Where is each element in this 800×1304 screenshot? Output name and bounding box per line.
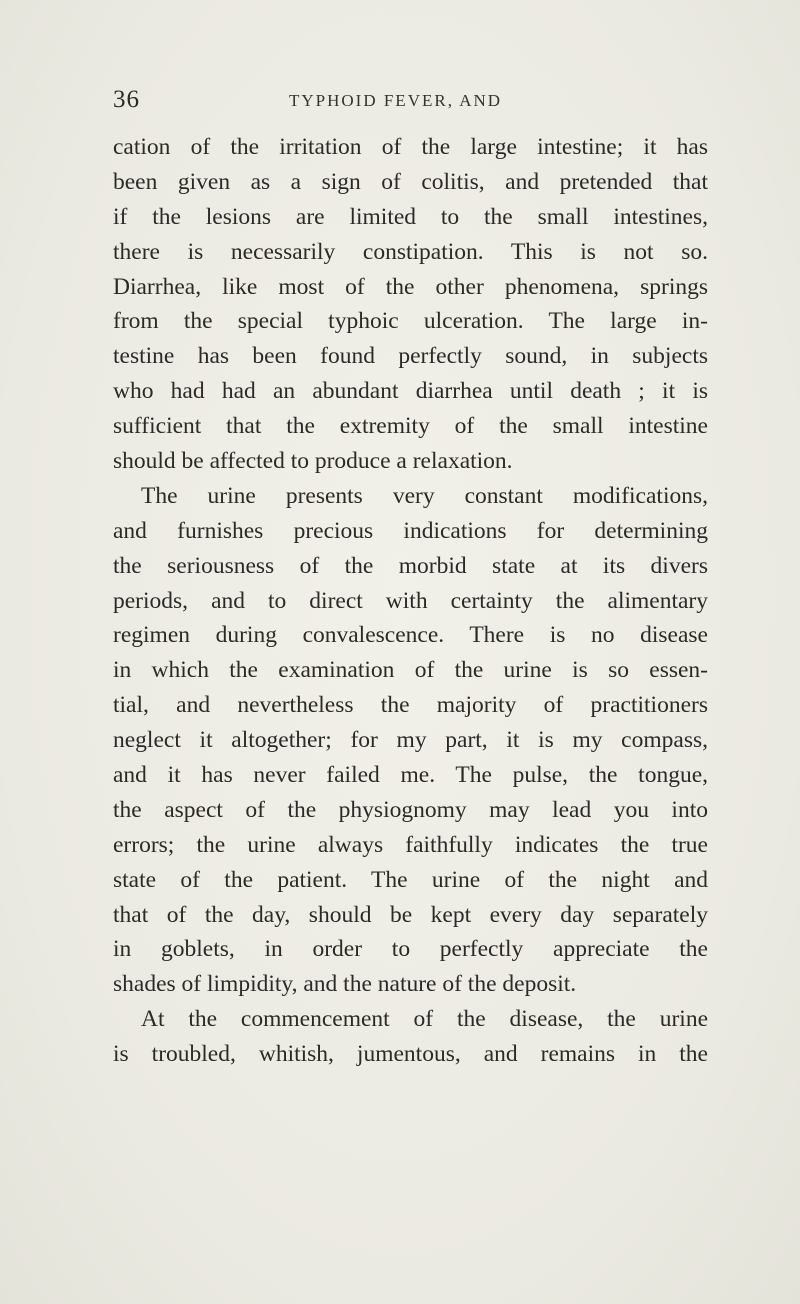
text-line: from the special typhoic ulceration. The large in- (113, 308, 708, 335)
text-line: there is necessarily constipation. This is not so. (113, 238, 708, 265)
text-line: periods, and to direct with certainty the alimentary (113, 587, 708, 614)
text-line: and it has never failed me. The pulse, the tongue, (113, 762, 708, 789)
running-head: TYPHOID FEVER, AND (289, 91, 503, 110)
text-line: Diarrhea, like most of the other phenomena, springs (113, 273, 708, 300)
text-line: who had had an abundant diarrhea until death ; it is (113, 378, 708, 405)
text-line: regimen during convalescence. There is no disease (113, 622, 708, 649)
text-line: testine has been found perfectly sound, in subjects (113, 343, 708, 370)
text-line: in which the examination of the urine is so essen- (113, 657, 708, 684)
text-line: The urine presents very constant modifications, (141, 482, 708, 509)
text-line: in goblets, in order to perfectly appreciate the (113, 936, 708, 963)
page-number: 36 (113, 86, 140, 113)
text-line: should be affected to produce a relaxation. (113, 448, 513, 475)
text-line: is troubled, whitish, jumentous, and remains in the (113, 1041, 708, 1068)
text-line: errors; the urine always faithfully indicates the true (113, 831, 708, 858)
text-line: been given as a sign of colitis, and pretended that (113, 168, 708, 195)
text-line: neglect it altogether; for my part, it is my compass, (113, 727, 708, 754)
text-line: sufficient that the extremity of the small intestine (113, 413, 708, 440)
text-line: that of the day, should be kept every day separately (113, 901, 708, 928)
text-line: tial, and nevertheless the majority of practitioners (113, 692, 708, 719)
page-header (113, 86, 708, 116)
text-line: shades of limpidity, and the nature of the deposit. (113, 971, 577, 998)
text-line: cation of the irritation of the large intestine; it has (113, 134, 708, 160)
text-line: At the commencement of the disease, the urine (141, 1006, 708, 1033)
body-text (113, 130, 708, 1072)
text-line: the seriousness of the morbid state at its divers (113, 552, 708, 579)
text-line: state of the patient. The urine of the night and (113, 866, 708, 893)
text-line: and furnishes precious indications for determining (113, 517, 708, 544)
text-line: the aspect of the physiognomy may lead you into (113, 796, 708, 823)
text-line: if the lesions are limited to the small intestines, (113, 203, 708, 230)
